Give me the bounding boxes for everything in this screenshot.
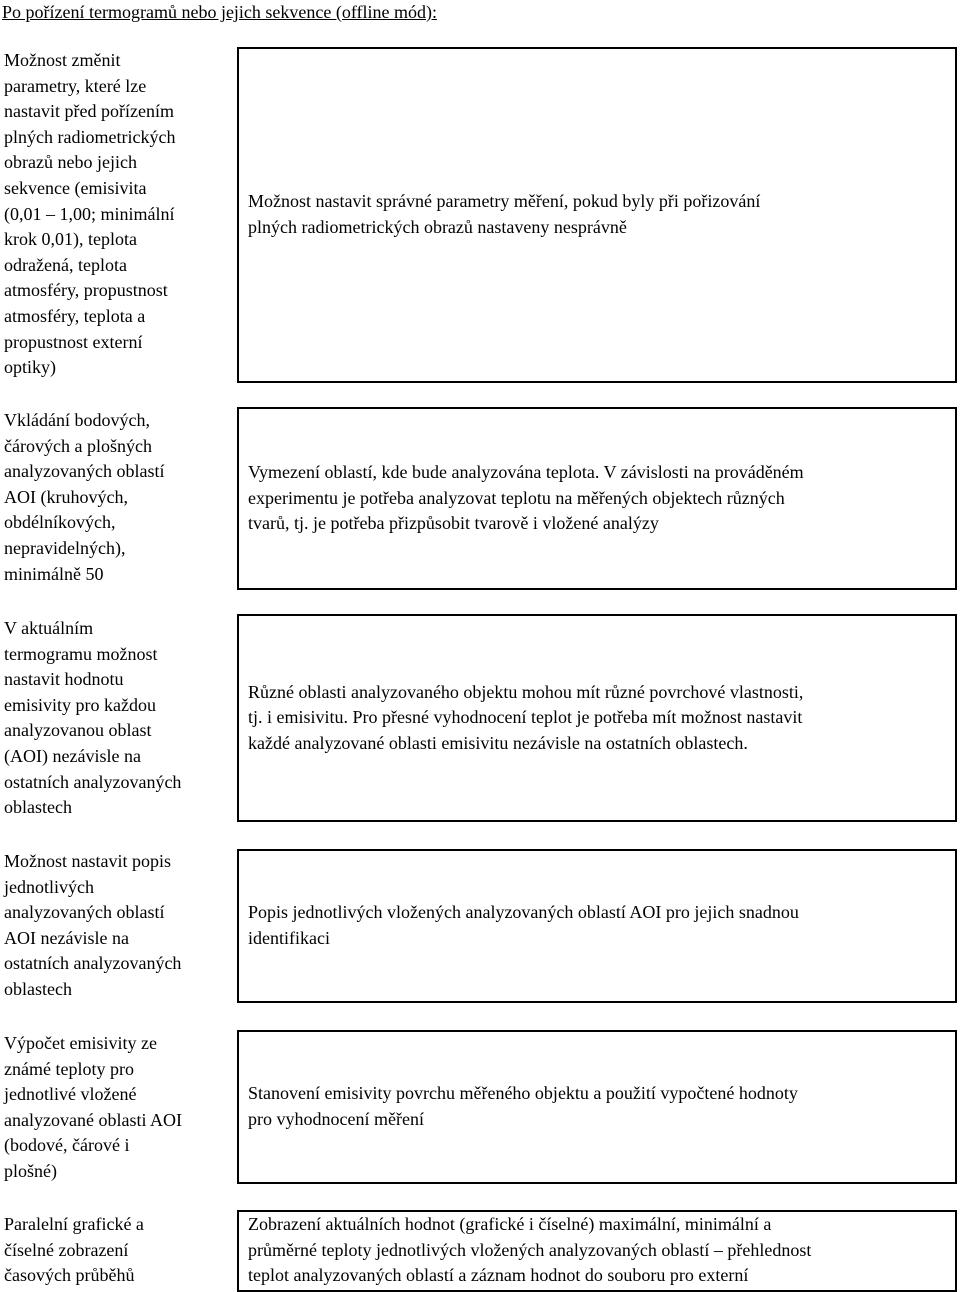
feature-text: Možnost nastavit popis jednotlivých analyzovaných oblastí AOI nezávisle na ostatních analyzovaných oblastech (4, 851, 182, 999)
description-box (237, 1030, 957, 1184)
feature-text: Vkládání bodových, čárových a plošných analyzovaných oblastí AOI (kruhových, obdélníkových, nepravidelných), minimálně 50 (4, 410, 165, 584)
feature-text: V aktuálním termogramu možnost nastavit hodnotu emisivity pro každou analyzovanou oblast (AOI) nezávisle na ostatních analyzovaných oblastech (4, 618, 182, 818)
description-box (237, 1210, 957, 1292)
description-text: Popis jednotlivých vložených analyzovaných oblastí AOI pro jejich snadnou identifikaci (248, 902, 799, 948)
description-text: Vymezení oblastí, kde bude analyzována teplota. V závislosti na prováděném experimentu je potřeba analyzovat teplotu na měřených objektech různých tvarů, tj. je potřeba přizpůsobit tvarově i vložené analýzy (248, 462, 804, 534)
description-box (237, 614, 957, 822)
description-box (237, 407, 957, 590)
description-text: Možnost nastavit správné parametry měření, pokud byly při pořizování plných radiometrických obrazů nastaveny nesprávně (248, 191, 761, 237)
feature-text: Paralelní grafické a číselné zobrazení časových průběhů (4, 1214, 144, 1286)
description-text: Stanovení emisivity povrchu měřeného objektu a použití vypočtené hodnoty pro vyhodnocení měření (248, 1083, 798, 1129)
description-box (237, 47, 957, 383)
section-heading: Po pořízení termogramů nebo jejich sekvence (offline mód): (2, 2, 438, 22)
feature-text: Výpočet emisivity ze známé teploty pro jednotlivé vložené analyzované oblasti AOI (bodové, čárové i plošné) (4, 1033, 182, 1181)
description-text: Zobrazení aktuálních hodnot (grafické i číselné) maximální, minimální a průměrné teploty jednotlivých vložených analyzovaných oblastí – přehlednost teplot analyzovaných oblastí a záznam hodnot do souboru pro externí (248, 1214, 812, 1286)
description-box (237, 849, 957, 1003)
description-text: Různé oblasti analyzovaného objektu mohou mít různé povrchové vlastnosti, tj. i emisivitu. Pro přesné vyhodnocení teplot je potřeba mít možnost nastavit každé analyzované oblasti emisivitu nezávisle na ostatních oblastech. (248, 681, 804, 753)
feature-text: Možnost změnit parametry, které lze nastavit před pořízením plných radiometrických obrazů nebo jejich sekvence (emisivita (0,01 – 1,00; minimální krok 0,01), teplota odražená, teplota atmosféry, propustnost atmosféry, teplota a propustnost externí optiky) (4, 50, 176, 378)
